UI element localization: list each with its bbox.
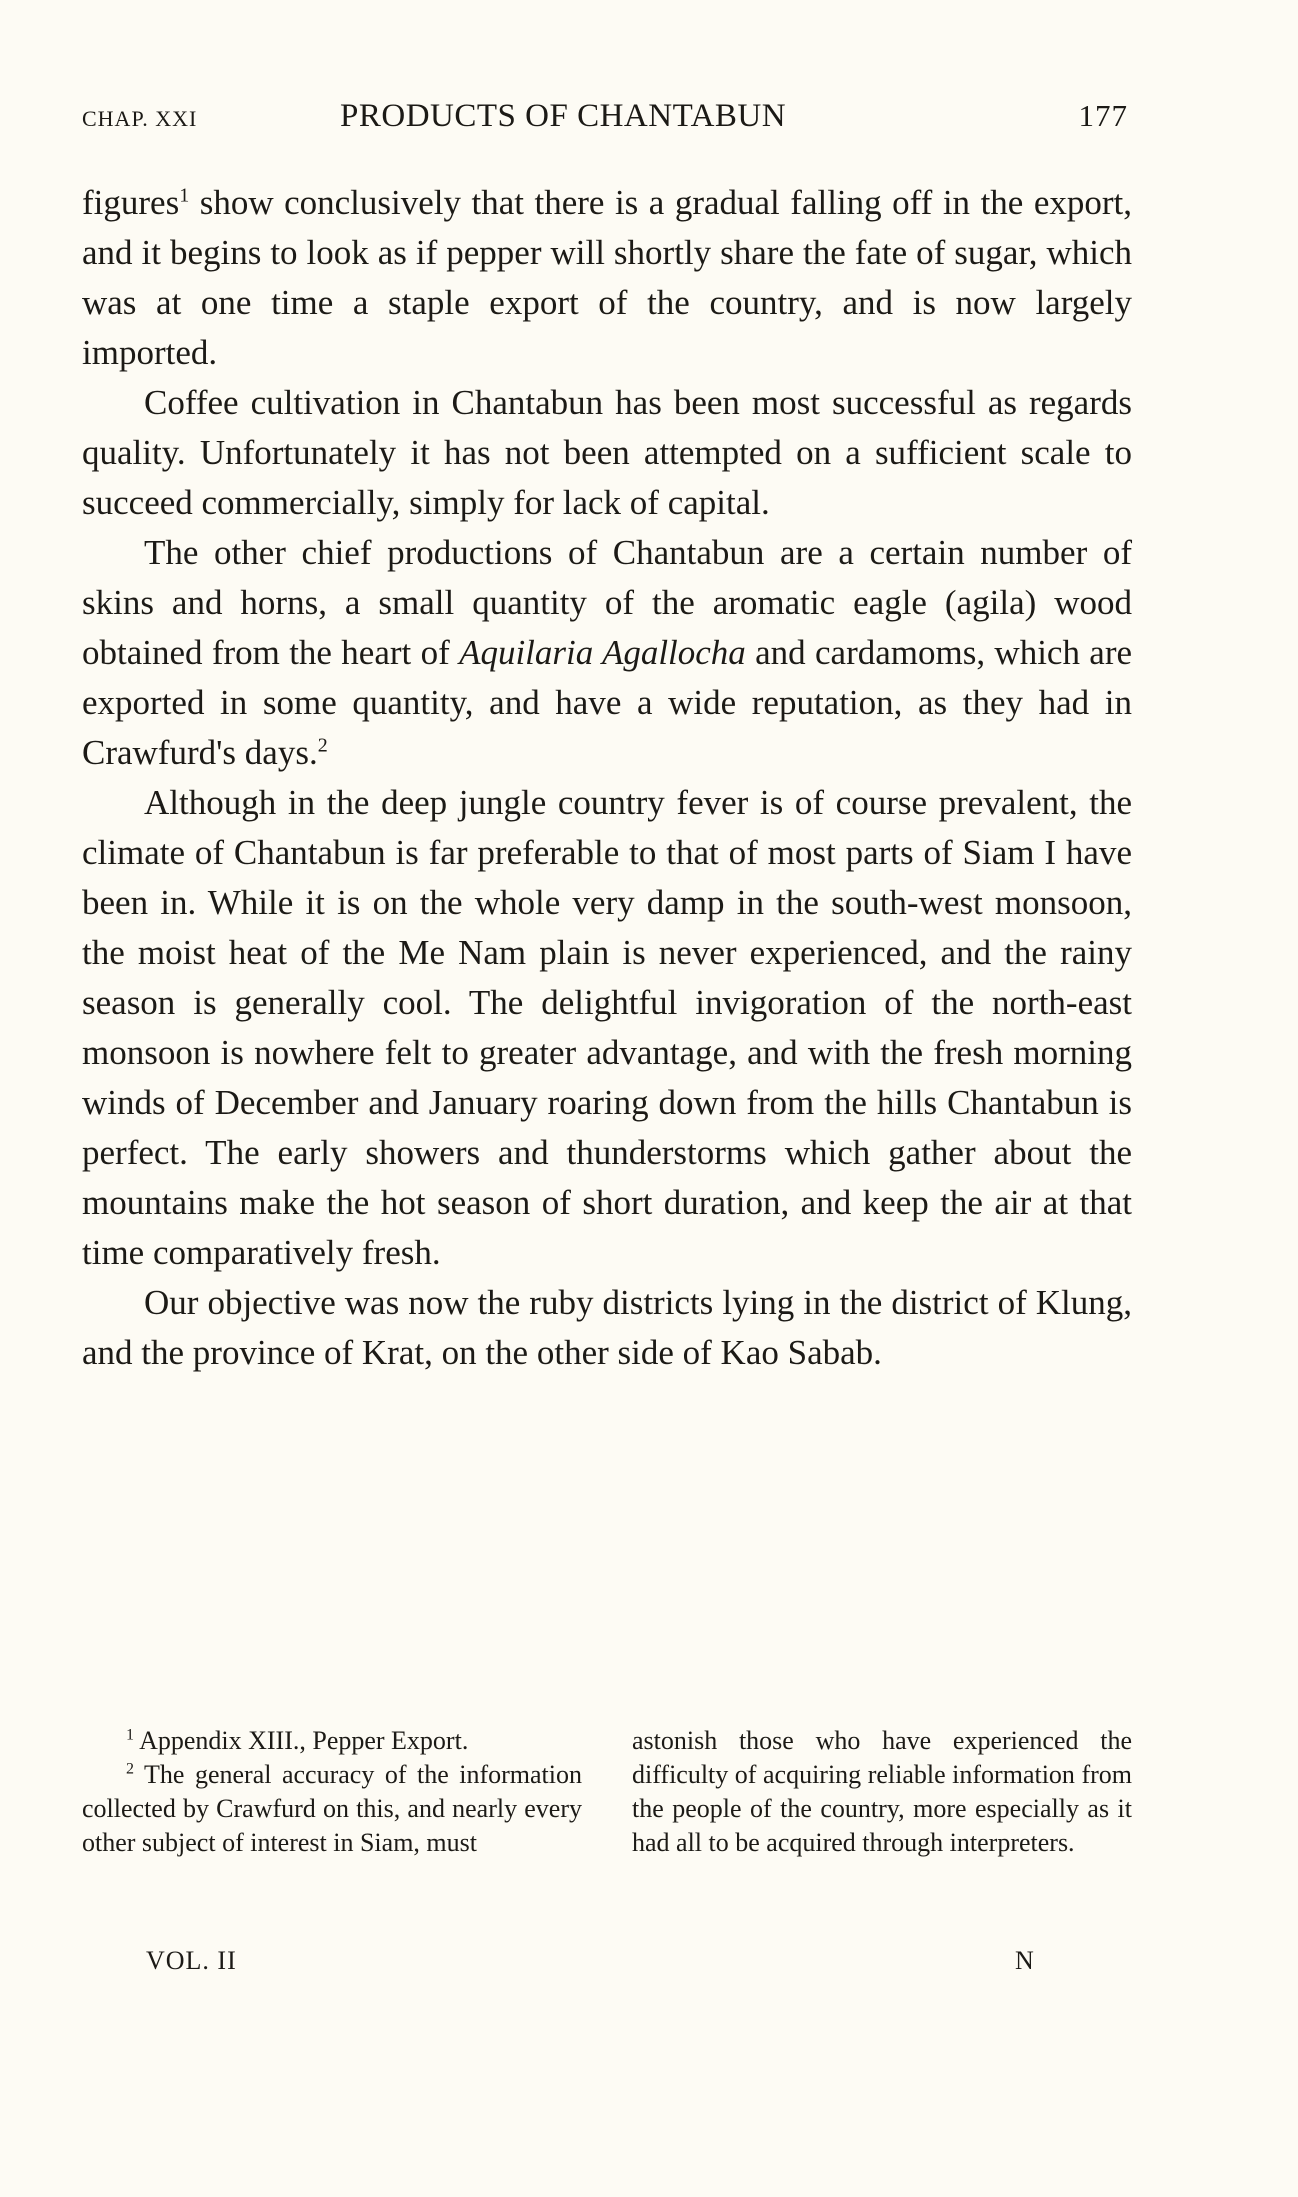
footnote-2-text: The general accuracy of the information collected by Crawfurd on this, and nearly every other subject of interest in Siam, must [82,1760,582,1857]
footnote-1 [82,1724,582,1758]
footnotes-right-column [632,1724,1132,1860]
running-head [82,98,1132,148]
paragraph-2: Coffee cultivation in Chantabun has been most successful as regards quality. Unfortunately it has not been attempted on a sufficient scale to succeed commercially, simply for lack of capital. [82,383,1132,522]
paragraph-1 [82,178,1132,378]
footnote-2-mark: 2 [126,1760,134,1778]
paragraph-1-start: figures [82,183,180,222]
page-title: PRODUCTS OF CHANTABUN [340,98,787,134]
paragraph-5: Our objective was now the ruby districts lying in the district of Klung, and the province of Krat, on the other side of Kao Sabab. [82,1283,1132,1372]
species-name: Aquilaria Agallocha [459,633,746,672]
chapter-label: CHAP. XXI [82,106,198,131]
paragraph-4: Although in the deep jungle country fever is of course prevalent, the climate of Chantabun is far preferable to that of most parts of Siam I have been in. While it is on the whole very damp in the south-west monsoon, the moist heat of the Me Nam plain is never experienced, and the rainy season is generally cool. The delightful invigoration of the north-east monsoon is nowhere felt to greater advantage, and with the fresh morning winds of December and January roaring down from the hills Chantabun is perfect. The early showers and thunderstorms which gather about the mountains make the hot season of short duration, and keep the air at that time comparatively fresh. [82,783,1132,1272]
footnote-2 [82,1758,582,1860]
paragraph-3-rest: and cardamoms, which are exported in some quantity, and have a wide reputation, as they had in Crawfurd's days. [82,633,1133,772]
signature-letter: N [1015,1946,1035,1975]
body-text [82,178,1132,1378]
paragraph-1-rest: show conclusively that there is a gradual falling off in the export, and it begins to look as if pepper will shortly share the fate of sugar, which was at one time a staple export of the country, and is now largely imported. [82,183,1132,372]
page [82,98,1132,1378]
footnotes [82,1724,1132,1860]
page-number: 177 [1078,98,1128,133]
footnote-1-text: Appendix XIII., Pepper Export. [134,1726,469,1755]
footnote-1-mark: 1 [126,1726,134,1744]
footnote-ref-2: 2 [317,734,328,757]
volume-signature: VOL. II [146,1946,237,1975]
footnote-ref-1: 1 [179,184,190,207]
footnote-2-continued: astonish those who have experienced the difficulty of acquiring reliable information from the people of the country, more especially as it had all to be acquired through interpreters. [632,1726,1132,1857]
paragraph-3-start: The other chief productions of Chantabun are a certain number of skins and horns, a small quantity of the aromatic eagle (agila) wood obtained from the heart of [82,533,1132,672]
paragraph-3 [82,528,1132,778]
footnotes-left-column [82,1724,582,1860]
